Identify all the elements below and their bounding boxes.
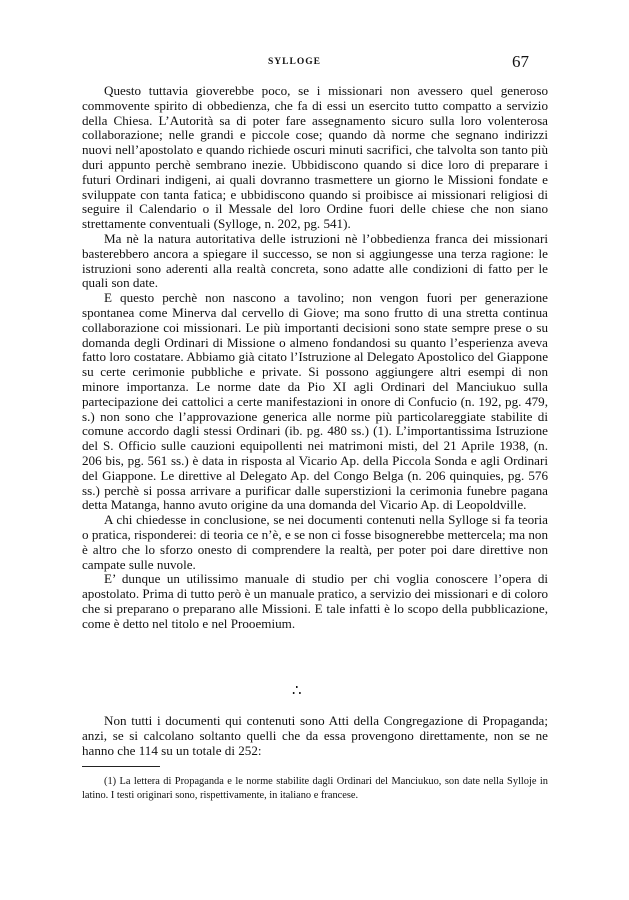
paragraph: E’ dunque un utilissimo manuale di studio per chi voglia conoscere l’opera di apostolato. Prima di tutto però è un manuale pratico, a servizio dei missionari e di coloro che si preparano o preparano alle Missioni. E tale infatti è lo scopo della pubblicazione, come è detto nel titolo e nel Prooemium. [82, 571, 548, 631]
page-number: 67 [512, 52, 529, 71]
footnote [82, 775, 548, 803]
paragraph: Non tutti i documenti qui contenuti sono Atti della Congregazione di Propaganda; anzi, se si calcolano soltanto quelli che da essa provengono direttamente, non se ne hanno che 114 su un totale di 252: [82, 713, 548, 758]
running-head: SYLLOGE [268, 57, 321, 67]
body-text [82, 84, 548, 631]
footnote-rule [82, 766, 160, 767]
page-header [0, 52, 629, 75]
section-separator: ∴ [292, 683, 302, 699]
paragraph: Ma nè la natura autoritativa delle istruzioni nè l’obbedienza franca dei missionari basterebbero ancora a spiegare il successo, se non si aggiungesse una terza ragione: le istruzioni sono aderenti alla realtà concreta, sono adatte alle condizioni di fatto per le quali son date. [82, 230, 548, 291]
paragraph: Questo tuttavia gioverebbe poco, se i missionari non avessero quel generoso commovente spirito di obbedienza, che fa di essi un esercito tutto compatto a servizio della Chiesa. L’Autorità sa di poter fare assegnamento sicuro sulla loro volenterosa collaborazione; nelle grandi e piccole cose; quando dà norme che segnano indirizzi nuovi nell’apostolato e quando richiede oscuri minuti sacrifici, che talvolta son tanto più duri appunto perchè sembrano inezie. Ubbidiscono quando si dice loro di preparare i futuri Ordinari indigeni, ai quali dovranno trasmettere un giorno le Missioni fondate e sviluppate con tanta fatica; e ubbidiscono quando si proibisce ai missionari religiosi di seguire il Calendario o il Messale del loro Ordine fuori delle chiese che non siano strettamente conventuali (Sylloge, n. 202, pg. 541). [82, 83, 548, 232]
closing-text [82, 714, 548, 758]
paragraph: E questo perchè non nascono a tavolino; non vengon fuori per generazione spontanea come Minerva dal cervello di Giove; ma sono frutto di una stretta continua collaborazione coi missionari. Le più importanti decisioni sono state sempre prese o su domanda degli Ordinari di Missione o almeno fondandosi su quanto l’esperienza aveva fatto loro costatare. Abbiamo già citato l’Istruzione al Delegato Apostolico del Giappone su certe cerimonie pubbliche e private. Si possono aggiungere altri esempi di non minore importanza. Le norme date da Pio XI agli Ordinari del Manciukuo sulla partecipazione dei cattolici a certe manifestazioni in onore di Confucio (n. 192, pg. 479, s.) non sono che l’approvazione generica alle norme più particolareggiate stabilite di comune accordo dagli stessi Ordinari (ib. pg. 480 ss.) (1). L’importantissima Istruzione del S. Officio sulle cauzioni equipollenti nei matrimoni misti, del 21 Aprile 1938, (n. 206 bis, pg. 561 ss.) è data in risposta al Vicario Ap. della Piccola Sonda e agli Ordinari del Giappone. Le direttive al Delegato Ap. del Congo Belga (n. 206 quinquies, pg. 576 ss.) perchè si possa arrivare a purificar dalle superstizioni la cerimonia funebre pagana detta Matanga, hanno avuto origine da una domanda del Vicario Ap. di Leopoldville. [82, 290, 548, 513]
footnote-text: (1) La lettera di Propaganda e le norme stabilite dagli Ordinari del Manciukuo, son date nella Sylloje in latino. I testi originari sono, rispettivamente, in italiano e francese. [82, 776, 548, 802]
paragraph: A chi chiedesse in conclusione, se nei documenti contenuti nella Sylloge si fa teoria o pratica, risponderei: di teoria ce n’è, e se non ci fosse bisognerebbe mettercela; ma non è altro che lo sforzo onesto di comprendere la realtà, per poter poi dare direttive non campate sulle nuvole. [82, 512, 548, 572]
